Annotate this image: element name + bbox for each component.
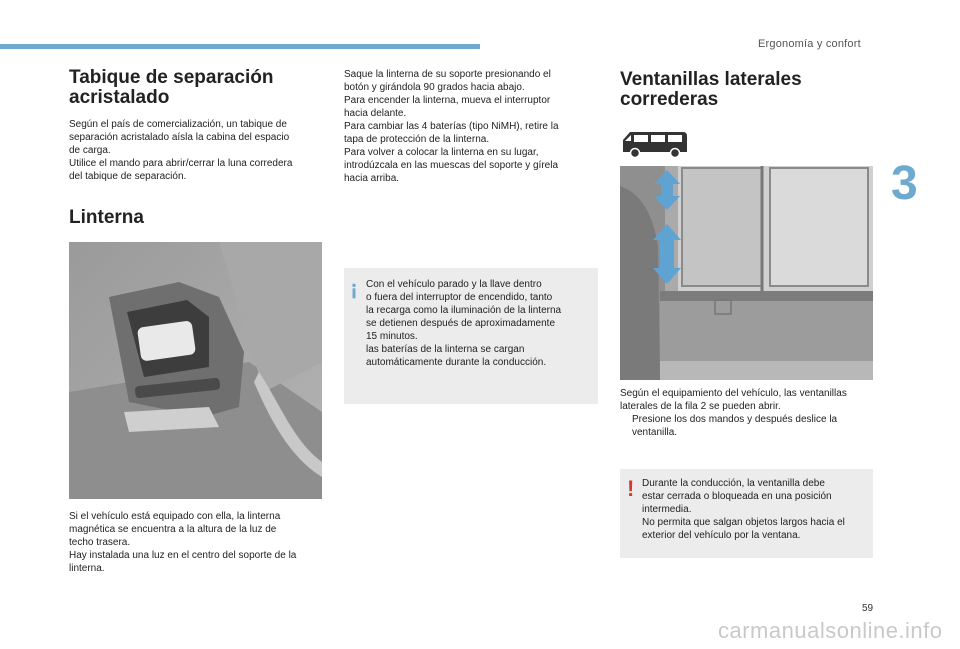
- page-number: 59: [862, 603, 874, 614]
- sliding-windows-title: Ventanillas laterales correderas: [620, 69, 802, 110]
- sliding-window-photo: [620, 166, 873, 380]
- sliding-windows-text: Según el equipamiento del vehículo, las ventanillas laterales de la fila 2 se pueden abrir. Presione los dos mandos y después deslice la ventanilla.: [620, 387, 876, 439]
- section-header: Ergonomía y confort: [758, 38, 861, 50]
- watermark: carmanualsonline.info: [718, 618, 943, 643]
- section-sliding-windows: [620, 70, 876, 110]
- van-icon: [620, 126, 690, 160]
- warning-icon: !: [627, 476, 635, 501]
- bullet-marker: [620, 413, 626, 439]
- glass-partition-title: Tabique de separación acristalado: [69, 67, 274, 108]
- flashlight-photo: [69, 242, 322, 499]
- glass-partition-text: Según el país de comercialización, un tabique de separación acristalado aísla la cabina del espacio de carga. Utilice el mando para abrir/cerrar la luna corredera del tabique de separación.: [69, 119, 293, 182]
- linterna-instructions: Saque la linterna de su soporte presionando el botón y girándola 90 grados hacia abajo. Para encender la linterna, mueva el interruptor hacia delante. Para cambiar las 4 baterías (tipo NiMH), retire la tapa de protección de la linterna. Para volver a colocar la linterna en su lugar, introdúzcala en las muescas del soporte y gírela hacia arriba.: [344, 69, 559, 184]
- info-box: [344, 268, 598, 404]
- chapter-number: 3: [891, 157, 918, 210]
- linterna-title: Linterna: [69, 207, 144, 228]
- info-text: Con el vehículo parado y la llave dentro o fuera del interruptor de encendido, tanto la recarga como la iluminación de la linterna se detienen después de aproximadamente 15 minutos. las baterías de la linterna se cargan automáticamente durante la conducción.: [366, 279, 562, 368]
- info-icon: [352, 280, 356, 302]
- section-glass-partition: [69, 68, 325, 183]
- warning-box: [620, 469, 873, 558]
- linterna-text: Si el vehículo está equipado con ella, la linterna magnética se encuentra a la altura de la luz de techo trasera. Hay instalada una luz en el centro del soporte de la linterna.: [69, 511, 297, 574]
- warning-text: Durante la conducción, la ventanilla debe estar cerrada o bloqueada en una posición intermedia. No permita que salgan objetos largos hacia el exterior del vehículo por la ventana.: [642, 478, 845, 541]
- instruction-bullet: Presione los dos mandos y después deslice la ventanilla.: [620, 413, 876, 439]
- top-accent-bar: [0, 44, 480, 49]
- flashlight-illustration: [69, 242, 322, 499]
- sliding-window-illustration: [620, 166, 873, 380]
- section-linterna: [69, 208, 325, 228]
